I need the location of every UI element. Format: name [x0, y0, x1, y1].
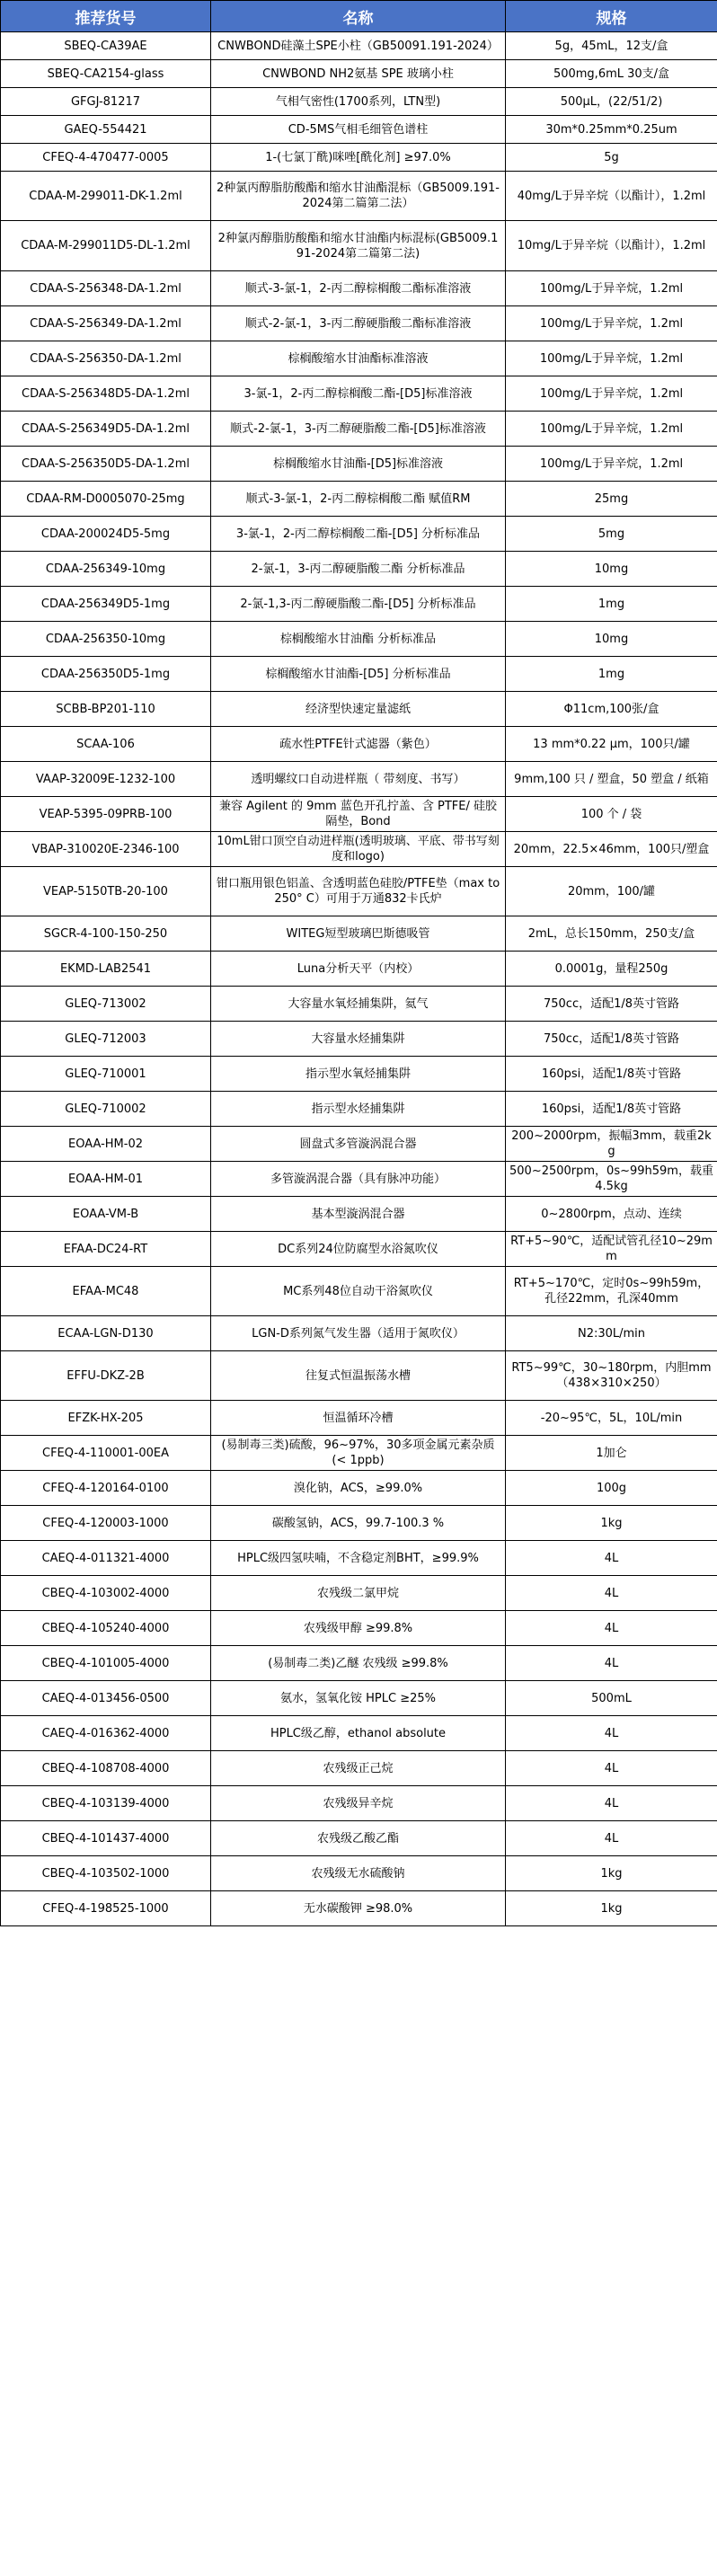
table-row [1, 727, 717, 762]
table-row [1, 1751, 717, 1786]
table-row [1, 1471, 717, 1506]
table-row [1, 587, 717, 622]
cell-name: 棕榈酸缩水甘油酯 分析标准品 [211, 622, 506, 657]
table-row [1, 552, 717, 587]
cell-code: GFGJ-81217 [1, 88, 211, 116]
cell-code: CFEQ-4-198525-1000 [1, 1891, 211, 1926]
table-row [1, 1022, 717, 1057]
cell-code: SCAA-106 [1, 727, 211, 762]
cell-spec: 4L [506, 1576, 717, 1611]
cell-name: CNWBOND NH2氨基 SPE 玻璃小柱 [211, 60, 506, 88]
cell-code: CFEQ-4-120003-1000 [1, 1506, 211, 1541]
table-row [1, 797, 717, 832]
cell-code: EOAA-HM-02 [1, 1127, 211, 1162]
table-row [1, 1786, 717, 1821]
table-row [1, 1716, 717, 1751]
cell-name: (易制毒二类)乙醚 农残级 ≥99.8% [211, 1646, 506, 1681]
table-row [1, 447, 717, 482]
table-row [1, 412, 717, 447]
cell-spec: 500μL，(22/51/2) [506, 88, 717, 116]
table-row [1, 1646, 717, 1681]
cell-spec: 1kg [506, 1891, 717, 1926]
cell-spec: 500mL [506, 1681, 717, 1716]
cell-name: 农残级乙酸乙酯 [211, 1821, 506, 1856]
table-row [1, 1092, 717, 1127]
table-row [1, 1267, 717, 1316]
cell-name: 多管漩涡混合器（具有脉冲功能） [211, 1162, 506, 1197]
cell-spec: 9mm,100 只 / 塑盒，50 塑盒 / 纸箱 [506, 762, 717, 797]
cell-spec: 2mL，总长150mm，250支/盒 [506, 916, 717, 952]
cell-spec: 100mg/L于异辛烷，1.2ml [506, 306, 717, 341]
cell-name: LGN-D系列氮气发生器（适用于氮吹仪） [211, 1316, 506, 1351]
cell-name: DC系列24位防腐型水浴氮吹仪 [211, 1232, 506, 1267]
cell-spec: -20~95℃，5L，10L/min [506, 1401, 717, 1436]
cell-name: 气相气密性(1700系列，LTN型) [211, 88, 506, 116]
table-row [1, 1316, 717, 1351]
cell-spec: 500~2500rpm，0s~99h59m，载重4.5kg [506, 1162, 717, 1197]
cell-code: SBEQ-CA39AE [1, 32, 211, 60]
cell-name: 氨水，氢氧化铵 HPLC ≥25% [211, 1681, 506, 1716]
cell-spec: 100mg/L于异辛烷，1.2ml [506, 447, 717, 482]
cell-spec: 4L [506, 1716, 717, 1751]
cell-code: EOAA-VM-B [1, 1197, 211, 1232]
table-row [1, 88, 717, 116]
cell-spec: 10mg [506, 622, 717, 657]
cell-name: 基本型漩涡混合器 [211, 1197, 506, 1232]
cell-name: 棕榈酸缩水甘油酯标准溶液 [211, 341, 506, 376]
cell-code: GLEQ-710001 [1, 1057, 211, 1092]
cell-code: CFEQ-4-120164-0100 [1, 1471, 211, 1506]
header-row [1, 1, 717, 32]
table-row [1, 306, 717, 341]
table-row [1, 832, 717, 867]
table-row [1, 1232, 717, 1267]
cell-code: CDAA-256350-10mg [1, 622, 211, 657]
cell-code: GLEQ-713002 [1, 987, 211, 1022]
cell-code: VEAP-5395-09PRB-100 [1, 797, 211, 832]
table-row [1, 1506, 717, 1541]
table-row [1, 1611, 717, 1646]
cell-name: 2种氯丙醇脂肪酸酯和缩水甘油酯内标混标(GB5009.191-2024第二篇第二法) [211, 221, 506, 271]
cell-code: CDAA-RM-D0005070-25mg [1, 482, 211, 517]
cell-code: EFZK-HX-205 [1, 1401, 211, 1436]
cell-code: CAEQ-4-013456-0500 [1, 1681, 211, 1716]
cell-name: CNWBOND硅藻土SPE小柱（GB50091.191-2024） [211, 32, 506, 60]
cell-name: 指示型水烃捕集阱 [211, 1092, 506, 1127]
cell-name: 农残级异辛烷 [211, 1786, 506, 1821]
table-row [1, 1541, 717, 1576]
cell-name: 农残级二氯甲烷 [211, 1576, 506, 1611]
table-row [1, 1057, 717, 1092]
cell-spec: 20mm，22.5×46mm，100只/塑盒 [506, 832, 717, 867]
cell-name: 2-氯-1，3-丙二醇硬脂酸二酯 分析标准品 [211, 552, 506, 587]
cell-code: CAEQ-4-011321-4000 [1, 1541, 211, 1576]
cell-code: CDAA-M-299011-DK-1.2ml [1, 172, 211, 221]
cell-code: SBEQ-CA2154-glass [1, 60, 211, 88]
cell-name: 顺式-2-氯-1，3-丙二醇硬脂酸二酯-[D5]标准溶液 [211, 412, 506, 447]
cell-code: GLEQ-710002 [1, 1092, 211, 1127]
table-row [1, 867, 717, 916]
cell-code: EFAA-MC48 [1, 1267, 211, 1316]
table-row [1, 1127, 717, 1162]
cell-code: GLEQ-712003 [1, 1022, 211, 1057]
cell-name: (易制毒三类)硫酸，96~97%，30多项金属元素杂质(< 1ppb) [211, 1436, 506, 1471]
cell-name: 无水碳酸钾 ≥98.0% [211, 1891, 506, 1926]
cell-name: 兼容 Agilent 的 9mm 蓝色开孔拧盖、含 PTFE/ 硅胶隔垫，Bond [211, 797, 506, 832]
cell-spec: 750cc，适配1/8英寸管路 [506, 987, 717, 1022]
table-row [1, 482, 717, 517]
cell-spec: 4L [506, 1611, 717, 1646]
table-body [1, 32, 717, 1926]
cell-name: 钳口瓶用银色铝盖、含透明蓝色硅胶/PTFE垫（max to250° C）可用于万通832卡氏炉 [211, 867, 506, 916]
cell-spec: 200~2000rpm，振幅3mm，载重2kg [506, 1127, 717, 1162]
cell-name: 大容量水氧烃捕集阱，氦气 [211, 987, 506, 1022]
cell-code: ECAA-LGN-D130 [1, 1316, 211, 1351]
header-spec: 规格 [506, 1, 717, 32]
cell-name: 顺式-3-氯-1，2-丙二醇棕榈酸二酯标准溶液 [211, 271, 506, 306]
cell-code: CBEQ-4-101437-4000 [1, 1821, 211, 1856]
cell-spec: 100mg/L于异辛烷，1.2ml [506, 271, 717, 306]
cell-code: CBEQ-4-105240-4000 [1, 1611, 211, 1646]
cell-spec: 1mg [506, 657, 717, 692]
cell-code: EOAA-HM-01 [1, 1162, 211, 1197]
cell-name: 往复式恒温振荡水槽 [211, 1351, 506, 1401]
cell-name: 农残级正己烷 [211, 1751, 506, 1786]
cell-name: 顺式-2-氯-1，3-丙二醇硬脂酸二酯标准溶液 [211, 306, 506, 341]
cell-spec: 25mg [506, 482, 717, 517]
cell-spec: RT+5~90℃，适配试管孔径10~29mm [506, 1232, 717, 1267]
cell-name: 10mL钳口顶空自动进样瓶(透明玻璃、平底、带书写刻度和logo) [211, 832, 506, 867]
cell-name: 2-氯-1,3-丙二醇硬脂酸二酯-[D5] 分析标准品 [211, 587, 506, 622]
table-row [1, 32, 717, 60]
cell-code: CDAA-S-256349-DA-1.2ml [1, 306, 211, 341]
cell-code: CFEQ-4-110001-00EA [1, 1436, 211, 1471]
cell-name: 碳酸氢钠，ACS，99.7-100.3 % [211, 1506, 506, 1541]
cell-spec: N2:30L/min [506, 1316, 717, 1351]
cell-name: 指示型水氧烃捕集阱 [211, 1057, 506, 1092]
cell-name: HPLC级乙醇，ethanol absolute [211, 1716, 506, 1751]
cell-spec: 30m*0.25mm*0.25um [506, 116, 717, 144]
table-row [1, 1856, 717, 1891]
cell-name: CD-5MS气相毛细管色谱柱 [211, 116, 506, 144]
cell-spec: 100g [506, 1471, 717, 1506]
table-row [1, 60, 717, 88]
cell-name: 农残级甲醇 ≥99.8% [211, 1611, 506, 1646]
table-row [1, 517, 717, 552]
cell-spec: 5mg [506, 517, 717, 552]
cell-spec: 100mg/L于异辛烷，1.2ml [506, 376, 717, 412]
cell-name: 大容量水烃捕集阱 [211, 1022, 506, 1057]
header-name: 名称 [211, 1, 506, 32]
cell-spec: 0~2800rpm，点动、连续 [506, 1197, 717, 1232]
table-row [1, 916, 717, 952]
cell-code: SCBB-BP201-110 [1, 692, 211, 727]
table-row [1, 1576, 717, 1611]
cell-spec: 100mg/L于异辛烷，1.2ml [506, 341, 717, 376]
table-row [1, 657, 717, 692]
table-row [1, 1401, 717, 1436]
cell-spec: 10mg/L于异辛烷（以酯计），1.2ml [506, 221, 717, 271]
cell-name: 圆盘式多管漩涡混合器 [211, 1127, 506, 1162]
cell-code: CFEQ-4-470477-0005 [1, 144, 211, 172]
cell-name: 棕榈酸缩水甘油酯-[D5] 分析标准品 [211, 657, 506, 692]
cell-spec: 4L [506, 1786, 717, 1821]
cell-code: SGCR-4-100-150-250 [1, 916, 211, 952]
cell-code: CDAA-S-256349D5-DA-1.2ml [1, 412, 211, 447]
cell-spec: 10mg [506, 552, 717, 587]
cell-spec: 160psi，适配1/8英寸管路 [506, 1057, 717, 1092]
cell-name: 3-氯-1，2-丙二醇棕榈酸二酯-[D5] 分析标准品 [211, 517, 506, 552]
table-row [1, 1821, 717, 1856]
cell-spec: 500mg,6mL 30支/盒 [506, 60, 717, 88]
cell-name: 透明螺纹口自动进样瓶（ 带刻度、书写） [211, 762, 506, 797]
cell-name: 棕榈酸缩水甘油酯-[D5]标准溶液 [211, 447, 506, 482]
cell-name: 3-氯-1，2-丙二醇棕榈酸二酯-[D5]标准溶液 [211, 376, 506, 412]
cell-code: CDAA-256349D5-1mg [1, 587, 211, 622]
cell-spec: 100 个 / 袋 [506, 797, 717, 832]
cell-name: WITEG短型玻璃巴斯德吸管 [211, 916, 506, 952]
cell-name: 顺式-3-氯-1，2-丙二醇棕榈酸二酯 赋值RM [211, 482, 506, 517]
table-row [1, 172, 717, 221]
cell-name: 溴化钠，ACS，≥99.0% [211, 1471, 506, 1506]
table-row [1, 1162, 717, 1197]
cell-spec: RT5~99℃，30~180rpm，内胆mm（438×310×250） [506, 1351, 717, 1401]
table-row [1, 116, 717, 144]
cell-code: CDAA-256349-10mg [1, 552, 211, 587]
table-row [1, 952, 717, 987]
cell-spec: 160psi，适配1/8英寸管路 [506, 1092, 717, 1127]
cell-spec: 4L [506, 1646, 717, 1681]
cell-code: EFFU-DKZ-2B [1, 1351, 211, 1401]
cell-name: 农残级无水硫酸钠 [211, 1856, 506, 1891]
table-row [1, 1436, 717, 1471]
cell-code: EFAA-DC24-RT [1, 1232, 211, 1267]
cell-code: CBEQ-4-103502-1000 [1, 1856, 211, 1891]
cell-spec: RT+5~170℃，定时0s~99h59m，孔径22mm，孔深40mm [506, 1267, 717, 1316]
cell-spec: 0.0001g，量程250g [506, 952, 717, 987]
cell-name: MC系列48位自动干浴氮吹仪 [211, 1267, 506, 1316]
cell-code: CDAA-S-256350-DA-1.2ml [1, 341, 211, 376]
cell-name: 恒温循环冷槽 [211, 1401, 506, 1436]
cell-code: VEAP-5150TB-20-100 [1, 867, 211, 916]
cell-spec: 40mg/L于异辛烷（以酯计），1.2ml [506, 172, 717, 221]
cell-spec: 4L [506, 1821, 717, 1856]
cell-name: 疏水性PTFE针式滤器（紫色） [211, 727, 506, 762]
cell-spec: Φ11cm,100张/盒 [506, 692, 717, 727]
cell-code: CBEQ-4-108708-4000 [1, 1751, 211, 1786]
cell-spec: 13 mm*0.22 μm，100只/罐 [506, 727, 717, 762]
cell-code: VAAP-32009E-1232-100 [1, 762, 211, 797]
cell-code: EKMD-LAB2541 [1, 952, 211, 987]
header-code: 推荐货号 [1, 1, 211, 32]
table-row [1, 1681, 717, 1716]
cell-spec: 4L [506, 1751, 717, 1786]
cell-code: CDAA-256350D5-1mg [1, 657, 211, 692]
table-row [1, 1351, 717, 1401]
table-row [1, 622, 717, 657]
cell-code: CDAA-S-256348D5-DA-1.2ml [1, 376, 211, 412]
cell-spec: 20mm，100/罐 [506, 867, 717, 916]
cell-name: 1-(七氯丁酰)咪唑[酰化剂] ≥97.0% [211, 144, 506, 172]
cell-spec: 1mg [506, 587, 717, 622]
table-row [1, 376, 717, 412]
table-row [1, 1891, 717, 1926]
cell-code: CBEQ-4-103139-4000 [1, 1786, 211, 1821]
cell-code: GAEQ-554421 [1, 116, 211, 144]
cell-spec: 100mg/L于异辛烷，1.2ml [506, 412, 717, 447]
table-row [1, 692, 717, 727]
cell-spec: 750cc，适配1/8英寸管路 [506, 1022, 717, 1057]
cell-code: CAEQ-4-016362-4000 [1, 1716, 211, 1751]
cell-code: CDAA-S-256350D5-DA-1.2ml [1, 447, 211, 482]
table-row [1, 1197, 717, 1232]
cell-spec: 4L [506, 1541, 717, 1576]
table-row [1, 341, 717, 376]
table-row [1, 762, 717, 797]
cell-spec: 5g，45mL，12支/盒 [506, 32, 717, 60]
cell-code: CDAA-S-256348-DA-1.2ml [1, 271, 211, 306]
cell-name: Luna分析天平（内校） [211, 952, 506, 987]
cell-name: 经济型快速定量滤纸 [211, 692, 506, 727]
cell-spec: 1加仑 [506, 1436, 717, 1471]
cell-code: CDAA-200024D5-5mg [1, 517, 211, 552]
cell-spec: 1kg [506, 1506, 717, 1541]
cell-spec: 1kg [506, 1856, 717, 1891]
cell-name: HPLC级四氢呋喃，不含稳定剂BHT，≥99.9% [211, 1541, 506, 1576]
table-row [1, 987, 717, 1022]
cell-code: CBEQ-4-101005-4000 [1, 1646, 211, 1681]
cell-name: 2种氯丙醇脂肪酸酯和缩水甘油酯混标（GB5009.191-2024第二篇第二法） [211, 172, 506, 221]
table-row [1, 144, 717, 172]
cell-code: CDAA-M-299011D5-DL-1.2ml [1, 221, 211, 271]
table-row [1, 221, 717, 271]
cell-code: CBEQ-4-103002-4000 [1, 1576, 211, 1611]
cell-spec: 5g [506, 144, 717, 172]
table-row [1, 271, 717, 306]
cell-code: VBAP-310020E-2346-100 [1, 832, 211, 867]
